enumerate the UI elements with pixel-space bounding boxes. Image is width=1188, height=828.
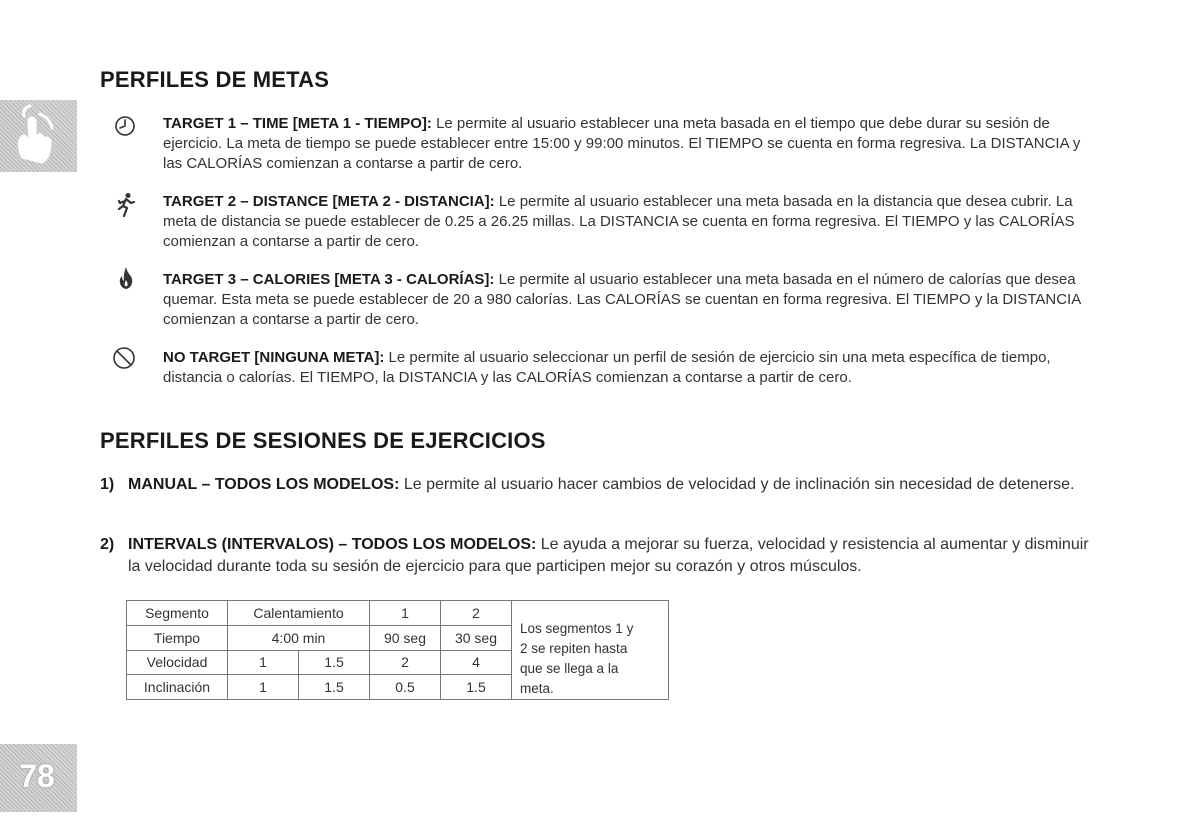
table-cell: 1 bbox=[228, 675, 299, 700]
item-body bbox=[128, 534, 1098, 578]
note-line: que se llega a la bbox=[520, 661, 619, 676]
item-text: Le ayuda a mejorar su fuerza, velocidad y resistencia al aumentar y disminuir la velocidad durante toda su sesión de ejercicio para que participen mejor su corazón y otros músculos. bbox=[128, 536, 1089, 575]
table-cell: Calentamiento bbox=[228, 601, 370, 626]
target-1-text: Le permite al usuario establecer una meta basada en el tiempo que debe durar su sesión de ejercicio. La meta de tiempo se puede establecer entre 15:00 y 99:00 minutos. El TIEMPO se cuenta en forma regresiva. La DISTANCIA y las CALORÍAS comienzan a contarse a partir de cero. bbox=[163, 115, 1081, 172]
item-text: Le permite al usuario hacer cambios de velocidad y de inclinación sin necesidad de detenerse. bbox=[403, 476, 1075, 493]
note-line: 2 se repiten hasta bbox=[520, 641, 628, 656]
table-note bbox=[512, 601, 669, 700]
table-cell: 1.5 bbox=[441, 675, 512, 700]
target-2-label: TARGET 2 – DISTANCE [META 2 - DISTANCIA]: bbox=[163, 193, 495, 210]
note-line: Los segmentos 1 y bbox=[520, 621, 634, 636]
no-target-icon bbox=[112, 346, 136, 370]
table-cell: 1.5 bbox=[299, 675, 370, 700]
target-3-label: TARGET 3 – CALORIES [META 3 - CALORÍAS]: bbox=[163, 271, 495, 288]
clock-icon bbox=[114, 115, 136, 137]
target-3-text: Le permite al usuario establecer una meta basada en el número de calorías que desea quemar. Esta meta se puede establecer de 20 a 980 calorías. Las CALORÍAS se cuentan en forma regresiva. El TIEMPO y la DISTANCIA comienzan a contarse a partir de cero. bbox=[163, 271, 1081, 328]
table-cell: 2 bbox=[370, 650, 441, 675]
target-1-label: TARGET 1 – TIME [META 1 - TIEMPO]: bbox=[163, 115, 432, 132]
no-target-description bbox=[163, 348, 1093, 388]
table-cell: 1 bbox=[370, 601, 441, 626]
section-tab bbox=[0, 100, 77, 172]
page-number: 78 bbox=[19, 758, 55, 794]
table-cell: 2 bbox=[441, 601, 512, 626]
item-number: 1) bbox=[100, 476, 115, 493]
hand-pointer-icon bbox=[0, 100, 77, 172]
table-cell: 1 bbox=[228, 650, 299, 675]
table-cell: 1.5 bbox=[299, 650, 370, 675]
target-2-description bbox=[163, 192, 1093, 252]
table-cell: Velocidad bbox=[127, 650, 228, 675]
target-1-description bbox=[163, 114, 1093, 174]
target-2-text: Le permite al usuario establecer una meta basada en la distancia que desea cubrir. La meta de distancia se puede establecer de 0.25 a 26.25 millas. La DISTANCIA se cuenta en forma regresiva. El TIEMPO y las CALORÍAS comienzan a contarse a partir de cero. bbox=[163, 193, 1075, 250]
no-target-label: NO TARGET [NINGUNA META]: bbox=[163, 349, 385, 366]
table-cell: 90 seg bbox=[370, 625, 441, 650]
runner-icon bbox=[116, 192, 136, 218]
item-body bbox=[128, 474, 1098, 496]
section-title-workout-profiles: PERFILES DE SESIONES DE EJERCICIOS bbox=[100, 428, 546, 453]
no-target-text: Le permite al usuario seleccionar un perfil de sesión de ejercicio sin una meta específica de tiempo, distancia o calorías. El TIEMPO, la DISTANCIA y las CALORÍAS comienzan a contarse a partir de cero. bbox=[163, 349, 1051, 386]
note-line: meta. bbox=[520, 681, 554, 696]
section-title-target-profiles: PERFILES DE METAS bbox=[100, 67, 330, 92]
flame-icon bbox=[118, 266, 134, 290]
table-cell: 30 seg bbox=[441, 625, 512, 650]
item-number: 2) bbox=[100, 536, 115, 553]
page-number-box bbox=[0, 744, 77, 812]
target-3-description bbox=[163, 270, 1093, 330]
table-cell: Segmento bbox=[127, 601, 228, 626]
table-cell: Tiempo bbox=[127, 625, 228, 650]
table-cell: 0.5 bbox=[370, 675, 441, 700]
item-label: INTERVALS (INTERVALOS) – TODOS LOS MODELOS: bbox=[128, 536, 537, 553]
table-row bbox=[127, 601, 669, 626]
table-cell: 4:00 min bbox=[228, 625, 370, 650]
table-cell: Inclinación bbox=[127, 675, 228, 700]
item-label: MANUAL – TODOS LOS MODELOS: bbox=[128, 476, 400, 493]
table-cell: 4 bbox=[441, 650, 512, 675]
intervals-segment-table bbox=[126, 600, 669, 700]
